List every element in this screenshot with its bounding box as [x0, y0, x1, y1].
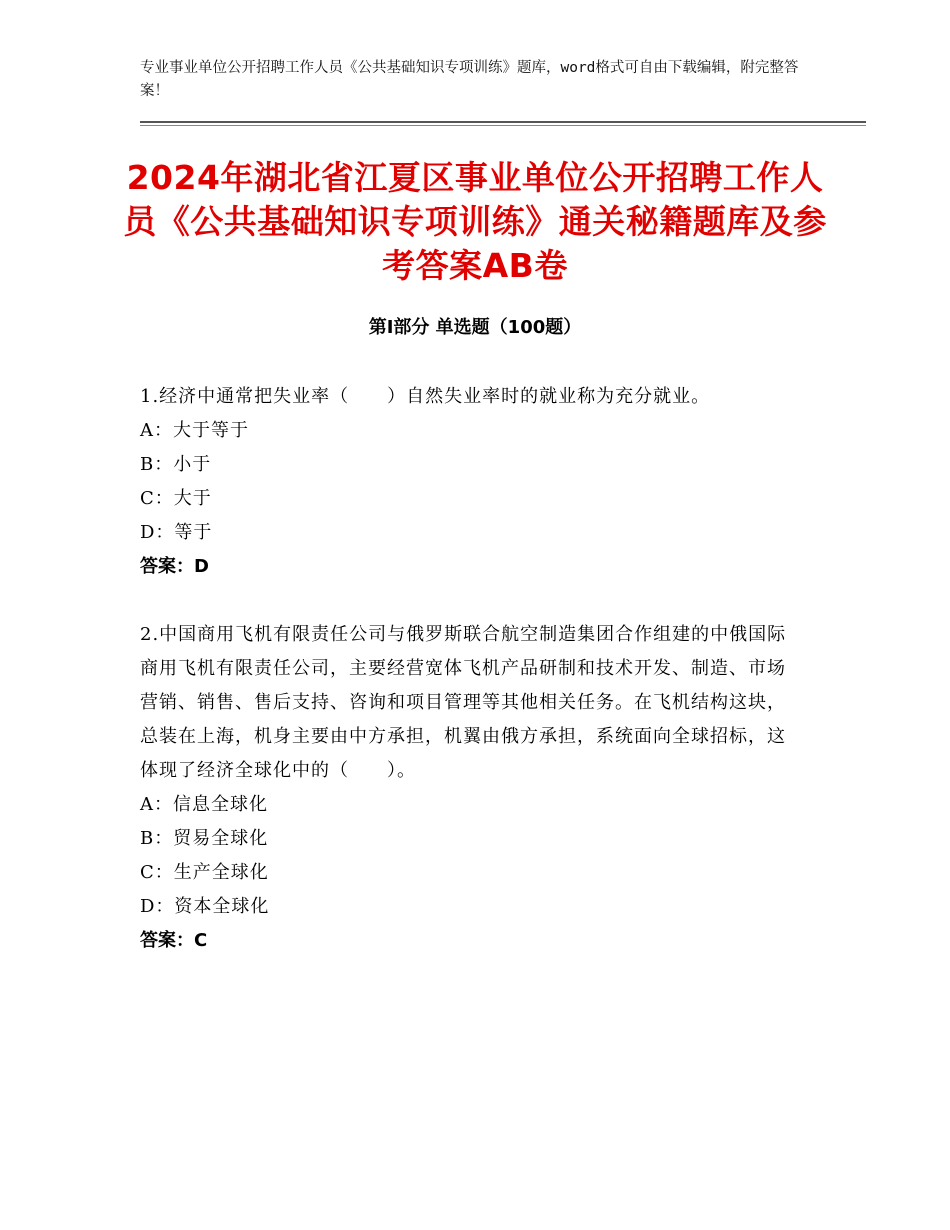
header-note: 专业事业单位公开招聘工作人员《公共基础知识专项训练》题库，word格式可自由下载编辑，附完整答案！	[140, 60, 799, 99]
option-c: C：大于	[140, 488, 212, 509]
option-d: D：资本全球化	[140, 896, 270, 917]
option-c: C：生产全球化	[140, 862, 269, 883]
header-divider-thin	[140, 125, 866, 126]
option-d: D：等于	[140, 522, 213, 543]
option-a: A：信息全球化	[140, 794, 268, 815]
question-stem: 2.中国商用飞机有限责任公司与俄罗斯联合航空制造集团合作组建的中俄国际商用飞机有限责任公司，主要经营宽体飞机产品研制和技术开发、制造、市场营销、销售、售后支持、咨询和项目管理等其他相关任务。在飞机结构这块，总装在上海，机身主要由中方承担，机翼由俄方承担，系统面向全球招标，这体现了经济全球化中的（ ）。	[140, 624, 787, 781]
option-b: B：贸易全球化	[140, 828, 269, 849]
option-b: B：小于	[140, 454, 212, 475]
option-a: A：大于等于	[140, 420, 249, 441]
question-item	[140, 618, 800, 958]
question-list	[140, 380, 800, 992]
section-heading: 第Ⅰ部分 单选题（100题）	[368, 317, 582, 338]
question-item	[140, 380, 800, 584]
question-answer: 答案：D	[140, 556, 209, 577]
header-divider-thick	[140, 121, 866, 123]
document-title: 2024年湖北省江夏区事业单位公开招聘工作人员《公共基础知识专项训练》通关秘籍题库及参考答案AB卷	[123, 158, 827, 285]
question-stem: 1.经济中通常把失业率（ ）自然失业率时的就业称为充分就业。	[140, 386, 711, 407]
question-answer: 答案：C	[140, 930, 208, 951]
